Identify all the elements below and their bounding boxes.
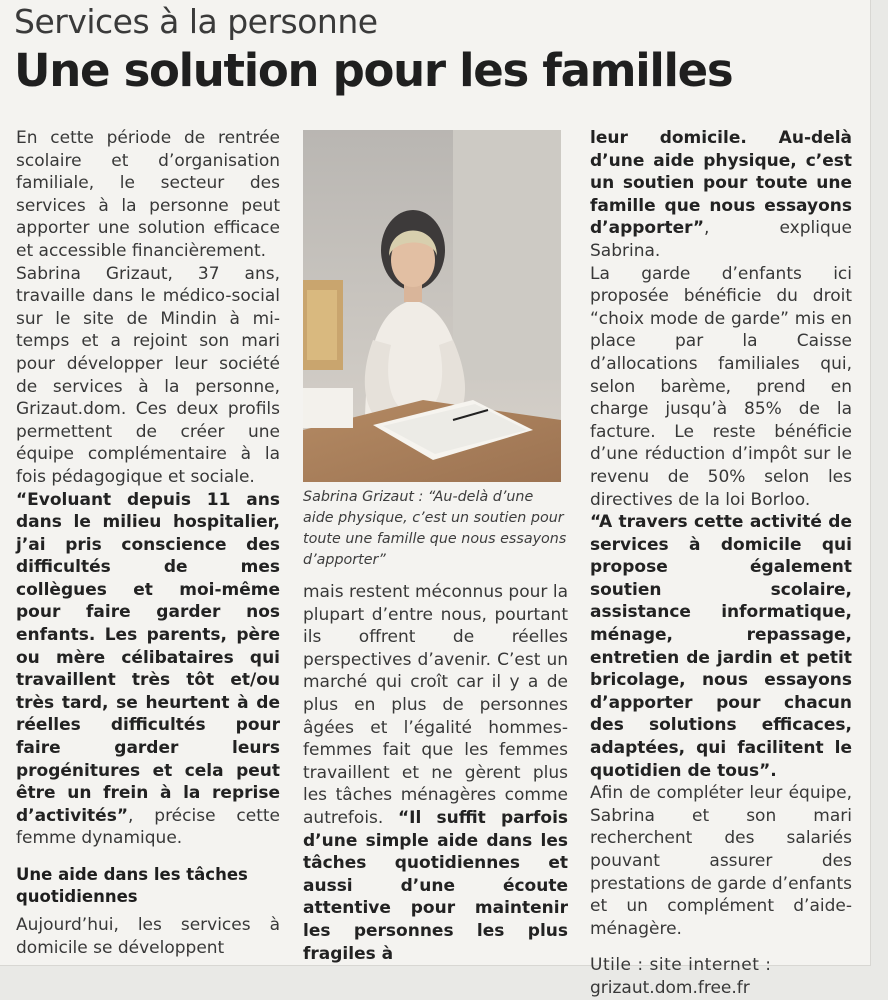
body-paragraph: Sabrina Grizaut, 37 ans, travaille dans le médico-social sur le site de Mindin à mi-temps et a rejoint son mari pour développer leur société de services à la personne, Grizaut.dom. Ces deux profils permettent de créer une équipe complémentaire à la fois pédagogique et sociale. xyxy=(16,263,280,487)
body-paragraph: Afin de compléter leur équipe, Sabrina et son mari recherchent des salariés pouvant assurer des prestations de garde d’enfants et un complément d’aide-ménagère. xyxy=(590,783,852,939)
body-text: mais restent méconnus pour la plupart d’entre nous, pourtant ils offrent de réelles perspectives d’avenir. C’est un marché qui croît car il y a de plus en plus de personnes âgées et l’égalité hommes-femmes fait que les femmes travaillent et ne gèrent plus les tâches ménagères comme autrefois. xyxy=(303,582,568,828)
section-kicker: Services à la personne xyxy=(14,2,378,41)
quote-attribution: , précise cette femme dynamique. xyxy=(16,805,280,849)
article-headline: Une solution pour les familles xyxy=(14,44,733,97)
portrait-photo-icon xyxy=(303,130,561,482)
quote-paragraph xyxy=(590,127,852,263)
portrait-photo xyxy=(303,130,561,482)
article-column-1 xyxy=(16,127,280,959)
body-paragraph xyxy=(303,581,568,965)
body-paragraph: Aujourd’hui, les services à domicile se développent xyxy=(16,915,280,958)
body-paragraph: La garde d’enfants ici proposée bénéficie du droit “choix mode de garde” mis en place par la Caisse d’allocations familiales qui, selon barème, prend en charge jusqu’à 85% de la facture. Le reste bénéficie d’une réduction d’impôt sur le revenu de 50% selon les directives de la loi Borloo. xyxy=(590,263,852,510)
intro-paragraph: En cette période de rentrée scolaire et d’organisation familiale, le secteur des services à la personne peut apporter une solution efficace et accessible financièrement. xyxy=(16,128,280,261)
quote-paragraph: “A travers cette activité de services à domicile qui propose également soutien scolaire, assistance informatique, ménage, repassage, entretien de jardin et petit bricolage, nous essayons d’apporter pour chacun des solutions efficaces, adaptées, qui facilitent le quotidien de tous”. xyxy=(590,512,852,781)
website-url: grizaut.dom.free.fr xyxy=(590,977,750,998)
subheading: Une aide dans les tâches quotidiennes xyxy=(16,865,248,906)
quote-text: “Evoluant depuis 11 ans dans le milieu hospitalier, j’ai pris conscience des difficultés de mes collègues et moi-même pour faire garder nos enfants. Les parents, père ou mère célibataires qui travaillent très tôt et/ou très tard, se heurtent à de réelles difficultés pour faire garder leurs progénitures et cela peut être un frein à la reprise d’activités” xyxy=(16,489,280,826)
article-column-2 xyxy=(303,581,568,965)
website-note: Utile : site internet : xyxy=(590,955,772,976)
photo-caption: Sabrina Grizaut : “Au-delà d’une aide physique, c’est un soutien pour toute une famille que nous essayons d’apporter” xyxy=(303,489,567,568)
quote-paragraph xyxy=(16,489,280,851)
quote-text: leur domicile. Au-delà d’une aide physique, c’est un soutien pour toute une famille que nous essayons d’apporter” xyxy=(590,128,852,239)
quote-attribution: , explique Sabrina. xyxy=(590,218,852,261)
article-column-3 xyxy=(590,127,852,1000)
quote-text: “Il suffit parfois d’une simple aide dans les tâches quotidiennes et aussi d’une écoute attentive pour maintenir les personnes les plus fragiles à xyxy=(303,807,569,964)
